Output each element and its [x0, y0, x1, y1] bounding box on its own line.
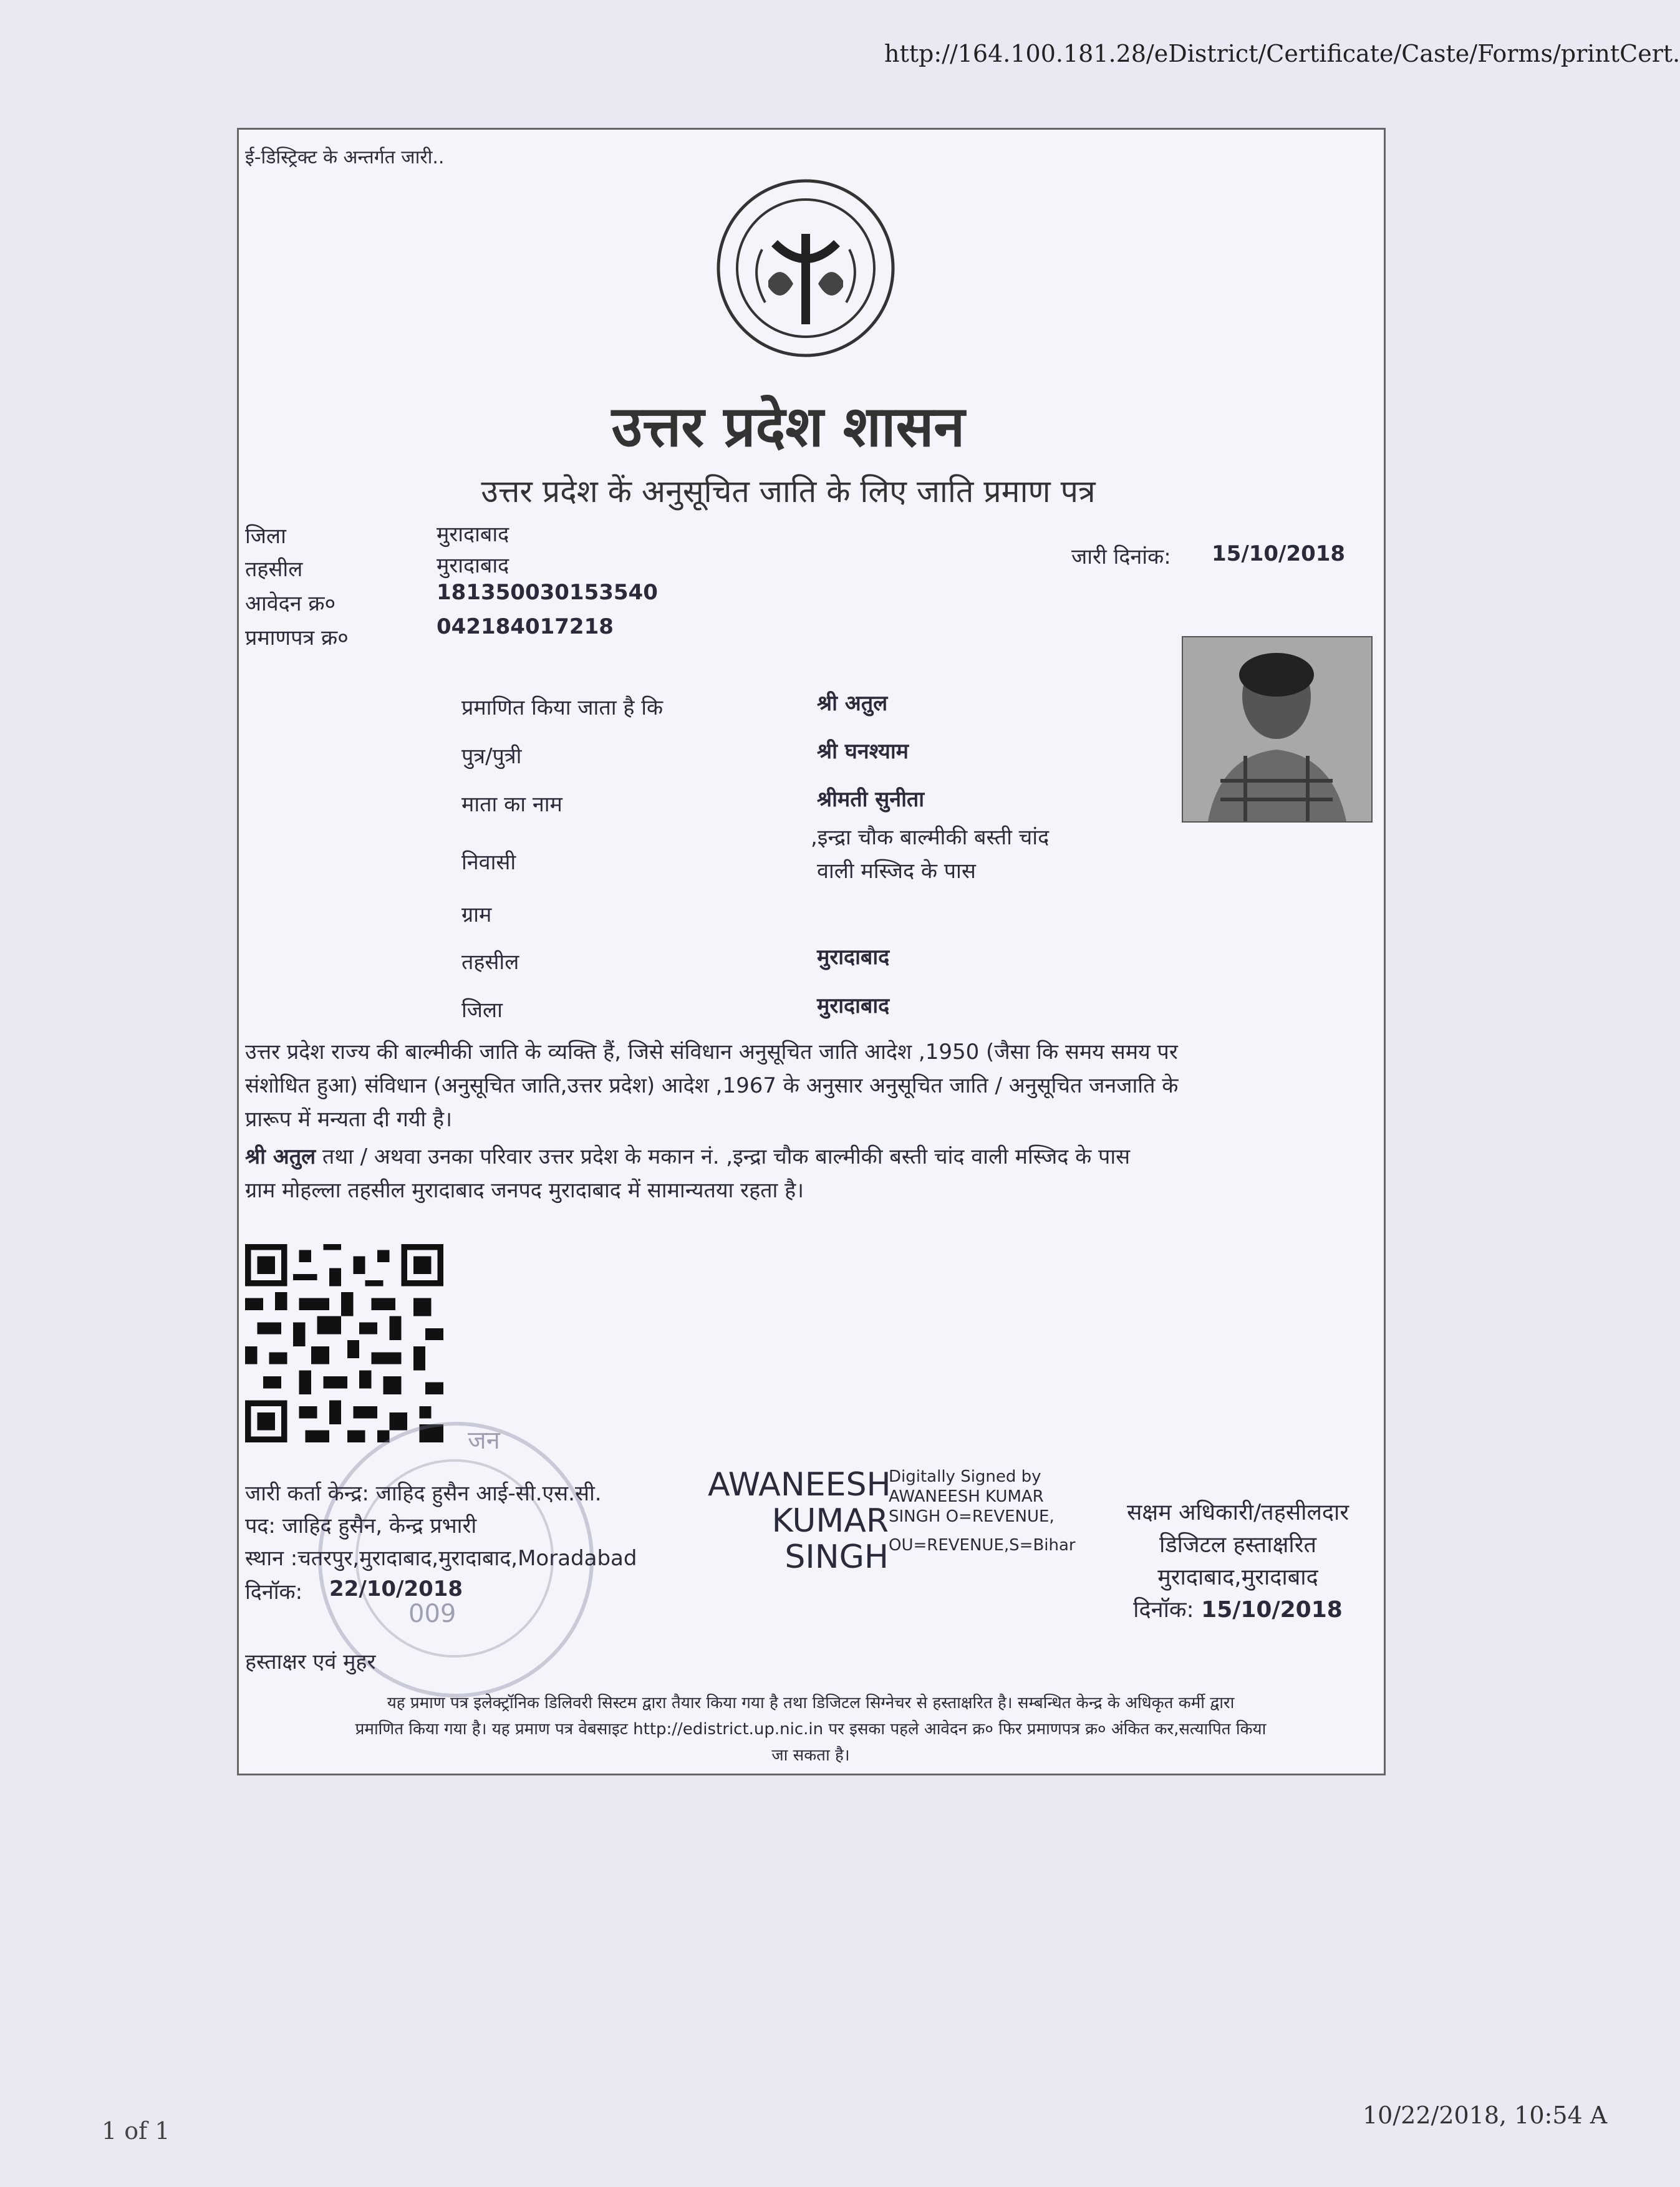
certificate-number: 042184017218: [437, 614, 614, 639]
application-label: आवेदन क्र०: [245, 591, 336, 616]
print-url: http://164.100.181.28/eDistrict/Certificate/Caste/Forms/printCert.: [884, 40, 1680, 67]
authority-digital-signed: डिजिटल हस्ताक्षरित: [1159, 1532, 1316, 1558]
details-district-value: मुरादाबाद: [817, 993, 890, 1018]
village-label: ग्राम: [461, 902, 492, 927]
tehsil-value: मुरादाबाद: [437, 553, 509, 578]
seal-top-text: जन: [468, 1426, 500, 1455]
resident-address-line1: ,इन्द्रा चौक बाल्मीकी बस्ती चांद: [811, 825, 1050, 850]
authority-date-value: 15/10/2018: [1201, 1597, 1343, 1623]
authority-title: सक्षम अधिकारी/तहसीलदार: [1126, 1500, 1349, 1525]
resident-label: निवासी: [461, 850, 516, 875]
residence-paragraph-line1: तथा / अथवा उनका परिवार उत्तर प्रदेश के मकान नं. ,इन्द्रा चौक बाल्मीकी बस्ती चांद वाली मस्जिद के पास: [316, 1144, 1131, 1169]
residence-applicant-name: श्री अतुल: [245, 1144, 316, 1169]
father-name: श्री घनश्याम: [817, 739, 909, 764]
certificate-footer-note: [249, 1690, 1372, 1769]
residence-paragraph-line2: ग्राम मोहल्ला तहसील मुरादाबाद जनपद मुरादाबाद में सामान्यतया रहता है।: [245, 1178, 804, 1203]
digital-sign-line3: SINGH O=REVENUE,: [889, 1507, 1055, 1526]
tehsil-label: तहसील: [245, 557, 303, 582]
authority-block: [1098, 1497, 1378, 1626]
caste-paragraph-line2: संशोधित हुआ) संविधान (अनुसूचित जाति,उत्तर प्रदेश) आदेश ,1967 के अनुसार अनुसूचित जाति / अनुसूचित जनजाति के: [245, 1073, 1179, 1098]
footer-note-line3: जा सकता है।: [771, 1746, 850, 1765]
caste-paragraph-line1: उत्तर प्रदेश राज्य की बाल्मीकी जाति के व्यक्ति हैं, जिसे संविधान अनुसूचित जाति आदेश ,1950 (जैसा कि समय समय पर: [245, 1040, 1178, 1065]
digital-sign-line1: Digitally Signed by: [889, 1467, 1041, 1486]
authority-date: [1098, 1594, 1378, 1626]
signer-name: [708, 1467, 889, 1575]
district-value: मुरादाबाद: [437, 522, 509, 547]
issuer-date-label: दिनॉक:: [245, 1580, 303, 1605]
caste-paragraph-line3: प्रारूप में मन्यता दी गयी है।: [245, 1107, 452, 1132]
signer-name-line1: AWANEESH: [708, 1466, 891, 1504]
page-indicator: 1 of 1: [102, 2117, 170, 2145]
district-label: जिला: [245, 524, 286, 549]
issued-under-text: ई-डिस्ट्रिक्ट के अन्तर्गत जारी..: [245, 147, 445, 168]
mother-label: माता का नाम: [461, 792, 562, 817]
caste-paragraph: [245, 1035, 1368, 1136]
issuer-date-value: 22/10/2018: [329, 1576, 463, 1601]
certificate-number-label: प्रमाणपत्र क्र०: [245, 625, 349, 650]
applicant-name: श्री अतुल: [817, 691, 888, 716]
application-number: 181350030153540: [437, 580, 658, 605]
up-emblem-logo: [712, 175, 899, 362]
print-timestamp: 10/22/2018, 10:54 A: [1363, 2102, 1608, 2129]
digital-sign-line4: OU=REVENUE,S=Bihar: [889, 1536, 1076, 1555]
issuer-center: जारी कर्ता केन्द्र: जाहिद हुसैन आई-सी.एस.सी.: [245, 1481, 602, 1506]
authority-date-label: दिनॉक:: [1133, 1597, 1194, 1623]
footer-note-line1: यह प्रमाण पत्र इलेक्ट्रॉनिक डिलिवरी सिस्टम द्वारा तैयार किया गया है तथा डिजिटल सिग्नेचर से हस्ताक्षरित है। सम्बन्धित केन्द्र के अधिकृत कर्मी द्वारा: [387, 1694, 1235, 1712]
details-tehsil-value: मुरादाबाद: [817, 945, 890, 970]
mother-name: श्रीमती सुनीता: [817, 787, 925, 812]
sign-and-seal-label: हस्ताक्षर एवं मुहर: [245, 1649, 376, 1674]
details-district-label: जिला: [461, 998, 503, 1023]
issue-date-label: जारी दिनांक:: [1071, 544, 1171, 569]
applicant-photo: [1182, 636, 1373, 823]
certificate-subtitle: उत्तर प्रदेश कें अनुसूचित जाति के लिए जाति प्रमाण पत्र: [481, 473, 1096, 509]
seal-number: 009: [408, 1600, 456, 1628]
certificate-title: उत्तर प्रदेश शासन: [611, 394, 965, 460]
qr-code: [245, 1244, 443, 1442]
signer-name-line3: SINGH: [784, 1538, 889, 1576]
signer-name-line2: KUMAR: [771, 1502, 889, 1540]
resident-address-line2: वाली मस्जिद के पास: [817, 859, 976, 884]
issuer-post: पद: जाहिद हुसैन, केन्द्र प्रभारी: [245, 1514, 477, 1538]
certified-label: प्रमाणित किया जाता है कि: [461, 695, 664, 720]
authority-place: मुरादाबाद,मुरादाबाद: [1157, 1565, 1318, 1590]
issue-date-value: 15/10/2018: [1212, 541, 1346, 566]
footer-note-line2: प्रमाणित किया गया है। यह प्रमाण पत्र वेबसाइट http://edistrict.up.nic.in पर इसका पहले आवेदन क्र० फिर प्रमाणपत्र क्र० अंकित कर,सत्यापित किया: [355, 1720, 1267, 1739]
details-tehsil-label: तहसील: [461, 950, 519, 975]
issuer-place: स्थान :चतरपुर,मुरादाबाद,मुरादाबाद,Moradabad: [245, 1546, 637, 1571]
residence-paragraph: [245, 1140, 1368, 1207]
child-of-label: पुत्र/पुत्री: [461, 744, 522, 769]
digital-sign-line2: AWANEESH KUMAR: [889, 1487, 1044, 1506]
digital-signature-details: [889, 1467, 1076, 1555]
